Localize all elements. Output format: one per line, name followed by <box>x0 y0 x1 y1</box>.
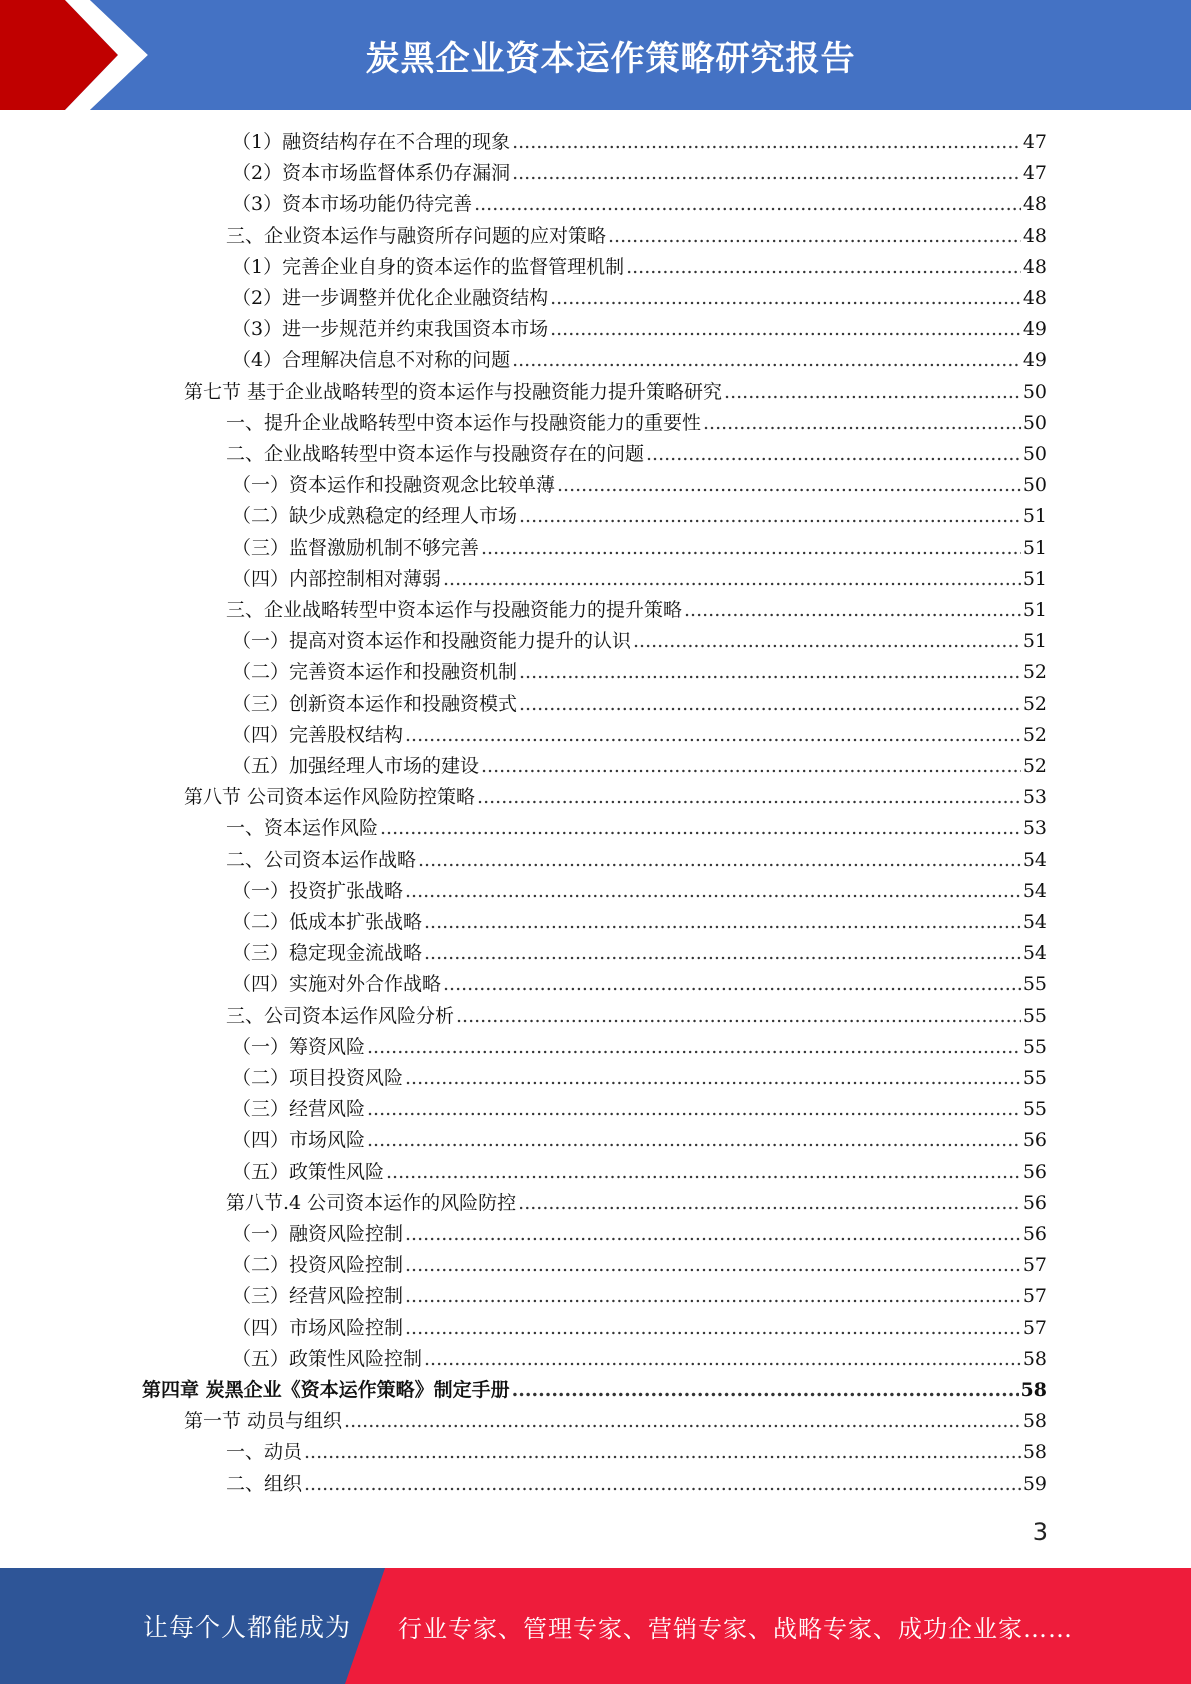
toc-dot-leader <box>477 782 1021 813</box>
toc-dot-leader <box>481 751 1021 782</box>
toc-entry-title: （四）市场风险控制 <box>232 1316 404 1339</box>
toc-entry[interactable] <box>232 1063 1047 1094</box>
toc-dot-leader <box>633 626 1021 657</box>
toc-dot-leader <box>367 1125 1021 1156</box>
toc-dot-leader <box>405 1313 1021 1344</box>
toc-dot-leader <box>724 377 1021 408</box>
toc-entry[interactable] <box>232 907 1047 938</box>
toc-entry-page: 51 <box>1022 505 1047 528</box>
toc-entry-title: 三、企业战略转型中资本运作与投融资能力的提升策略 <box>226 599 683 621</box>
toc-entry[interactable] <box>232 1344 1047 1375</box>
toc-dot-leader <box>367 1032 1021 1063</box>
toc-entry[interactable] <box>184 1406 1047 1437</box>
toc-dot-leader <box>481 533 1021 564</box>
toc-entry-title: （五）加强经理人市场的建设 <box>232 755 480 777</box>
toc-entry-page: 57 <box>1022 1254 1047 1277</box>
toc-dot-leader <box>684 595 1021 626</box>
toc-entry-title: （四）完善股权结构 <box>232 723 404 746</box>
toc-entry-title: （五）政策性风险控制 <box>232 1347 423 1370</box>
toc-dot-leader <box>518 1188 1021 1219</box>
toc-entry-title: （四）内部控制相对薄弱 <box>232 567 442 590</box>
toc-entry[interactable] <box>232 1125 1047 1156</box>
toc-dot-leader <box>424 907 1021 938</box>
toc-dot-leader <box>646 439 1021 470</box>
toc-entry[interactable] <box>226 813 1047 844</box>
toc-entry-page: 53 <box>1022 786 1047 809</box>
toc-entry-title: 二、组织 <box>226 1472 303 1495</box>
toc-entry[interactable] <box>232 1281 1047 1312</box>
toc-dot-leader <box>474 189 1021 220</box>
toc-entry-title: （二）缺少成熟稳定的经理人市场 <box>232 505 518 528</box>
toc-dot-leader <box>405 720 1021 751</box>
toc-entry[interactable] <box>232 1032 1047 1063</box>
toc-entry[interactable] <box>226 439 1047 470</box>
toc-dot-leader <box>519 657 1021 688</box>
toc-entry-title: （四）市场风险 <box>232 1129 366 1152</box>
toc-entry[interactable] <box>226 1188 1047 1219</box>
toc-entry-page: 50 <box>1022 443 1047 465</box>
toc-entry[interactable] <box>226 221 1047 252</box>
toc-entry[interactable] <box>232 533 1047 564</box>
toc-dot-leader <box>405 1281 1021 1312</box>
toc-entry-page: 48 <box>1022 193 1047 216</box>
toc-entry[interactable] <box>232 1313 1047 1344</box>
toc-entry[interactable] <box>232 252 1047 283</box>
toc-entry-title: 一、提升企业战略转型中资本运作与投融资能力的重要性 <box>226 411 702 434</box>
toc-entry[interactable] <box>232 345 1047 376</box>
toc-entry[interactable] <box>184 782 1047 813</box>
page-number: 3 <box>1032 1518 1048 1546</box>
toc-dot-leader <box>443 969 1021 1000</box>
toc-dot-leader <box>608 221 1021 252</box>
toc-entry-page: 51 <box>1022 630 1047 653</box>
toc-entry-page: 54 <box>1022 911 1047 933</box>
toc-dot-leader <box>550 283 1021 314</box>
toc-dot-leader <box>512 158 1021 189</box>
toc-entry-page: 55 <box>1022 1004 1047 1027</box>
toc-entry-page: 55 <box>1022 1098 1047 1121</box>
toc-entry[interactable] <box>232 657 1047 688</box>
toc-entry-title: 一、动员 <box>226 1441 303 1464</box>
toc-entry-page: 54 <box>1022 848 1047 871</box>
toc-entry-page: 49 <box>1022 349 1047 372</box>
toc-entry-title: （2）进一步调整并优化企业融资结构 <box>232 287 549 309</box>
toc-dot-leader <box>512 127 1021 158</box>
toc-entry-page: 47 <box>1022 162 1047 185</box>
toc-entry-page: 54 <box>1022 942 1047 965</box>
toc-entry-title: 三、公司资本运作风险分析 <box>226 1004 455 1027</box>
toc-entry[interactable] <box>232 127 1047 158</box>
toc-dot-leader <box>304 1469 1021 1500</box>
toc-entry-page: 49 <box>1022 318 1047 341</box>
toc-entry[interactable] <box>232 626 1047 657</box>
toc-entry-title: 第四章 炭黑企业《资本运作策略》制定手册 <box>142 1379 510 1401</box>
toc-entry[interactable] <box>232 876 1047 907</box>
toc-entry[interactable] <box>232 564 1047 595</box>
page-footer <box>0 1568 1191 1684</box>
toc-dot-leader <box>405 1219 1021 1250</box>
toc-dot-leader <box>405 876 1021 907</box>
toc-entry-page: 56 <box>1022 1129 1047 1152</box>
toc-dot-leader <box>519 501 1021 532</box>
toc-entry-page: 48 <box>1022 287 1047 309</box>
toc-entry[interactable] <box>232 1219 1047 1250</box>
toc-entry-page: 57 <box>1022 1316 1047 1339</box>
toc-entry[interactable] <box>226 1001 1047 1032</box>
toc-entry-title: （一）资本运作和投融资观念比较单薄 <box>232 474 556 497</box>
footer-slogan-left: 让每个人都能成为 <box>143 1613 352 1642</box>
toc-dot-leader <box>424 938 1021 969</box>
toc-entry-page: 48 <box>1022 255 1047 278</box>
toc-entry-title: （1）融资结构存在不合理的现象 <box>232 131 511 153</box>
toc-entry-page: 56 <box>1022 1223 1047 1245</box>
footer-slogan-right: 行业专家、管理专家、营销专家、战略专家、成功企业家…… <box>398 1614 1073 1643</box>
toc-entry-title: （五）政策性风险 <box>232 1160 385 1183</box>
toc-dot-leader <box>519 689 1021 720</box>
toc-entry[interactable] <box>232 189 1047 220</box>
toc-entry[interactable] <box>232 751 1047 782</box>
toc-entry[interactable] <box>232 501 1047 532</box>
toc-entry-page: 58 <box>1022 1347 1047 1370</box>
toc-entry[interactable] <box>232 1094 1047 1125</box>
toc-entry-title: （一）提高对资本运作和投融资能力提升的认识 <box>232 630 632 653</box>
toc-entry[interactable] <box>232 1250 1047 1281</box>
toc-dot-leader <box>456 1001 1021 1032</box>
toc-entry-title: 第一节 动员与组织 <box>184 1410 343 1433</box>
toc-entry-title: （三）经营风险控制 <box>232 1285 404 1308</box>
toc-entry-page: 47 <box>1022 131 1047 153</box>
toc-entry-title: （二）完善资本运作和投融资机制 <box>232 661 518 684</box>
toc-entry-page: 58 <box>1022 1410 1047 1433</box>
toc-entry-page: 51 <box>1022 536 1047 559</box>
toc-entry-title: 二、公司资本运作战略 <box>226 848 417 871</box>
toc-entry-page: 54 <box>1022 879 1047 902</box>
toc-dot-leader <box>380 813 1021 844</box>
toc-dot-leader <box>550 314 1021 345</box>
toc-entry-page: 55 <box>1022 1035 1047 1058</box>
toc-entry-page: 51 <box>1022 567 1047 590</box>
toc-dot-leader <box>557 470 1021 501</box>
toc-entry-page: 48 <box>1022 224 1047 247</box>
toc-entry[interactable] <box>226 595 1047 626</box>
toc-dot-leader <box>512 345 1021 376</box>
toc-entry-page: 52 <box>1022 661 1047 684</box>
toc-dot-leader <box>703 408 1021 439</box>
toc-dot-leader <box>304 1437 1021 1468</box>
toc-entry-page: 56 <box>1022 1191 1047 1214</box>
toc-entry[interactable] <box>232 689 1047 720</box>
toc-entry-title: （1）完善企业自身的资本运作的监督管理机制 <box>232 255 625 278</box>
toc-entry-page: 52 <box>1022 723 1047 746</box>
toc-dot-leader <box>344 1406 1021 1437</box>
toc-dot-leader <box>443 564 1021 595</box>
toc-entry-title: （三）创新资本运作和投融资模式 <box>232 692 518 715</box>
toc-entry-page: 58 <box>1020 1379 1047 1401</box>
toc-dot-leader <box>418 845 1021 876</box>
toc-entry-title: 第七节 基于企业战略转型的资本运作与投融资能力提升策略研究 <box>184 380 723 403</box>
toc-entry-title: （三）监督激励机制不够完善 <box>232 536 480 559</box>
toc-entry-page: 58 <box>1022 1441 1047 1464</box>
toc-entry-title: （2）资本市场监督体系仍存漏洞 <box>232 162 511 185</box>
toc-dot-leader <box>424 1344 1021 1375</box>
toc-entry[interactable] <box>142 1375 1047 1406</box>
toc-entry-page: 50 <box>1022 380 1047 403</box>
toc-entry-page: 55 <box>1022 973 1047 996</box>
toc-dot-leader <box>367 1094 1021 1125</box>
toc-entry[interactable] <box>232 470 1047 501</box>
toc-dot-leader <box>626 252 1021 283</box>
toc-entry-title: 一、资本运作风险 <box>226 817 379 840</box>
toc-entry-page: 59 <box>1022 1472 1047 1495</box>
toc-entry-title: 第八节.4 公司资本运作的风险防控 <box>226 1191 517 1214</box>
toc-entry-title: （二）低成本扩张战略 <box>232 911 423 933</box>
toc-entry[interactable] <box>232 938 1047 969</box>
header-title: 炭黑企业资本运作策略研究报告 <box>365 38 856 79</box>
toc-dot-leader <box>512 1375 1019 1406</box>
toc-entry-page: 50 <box>1022 474 1047 497</box>
toc-entry[interactable] <box>226 1469 1047 1500</box>
toc-entry-page: 57 <box>1022 1285 1047 1308</box>
toc-entry-title: 二、企业战略转型中资本运作与投融资存在的问题 <box>226 443 645 465</box>
toc-entry-title: （三）稳定现金流战略 <box>232 942 423 965</box>
toc-entry-page: 52 <box>1022 755 1047 777</box>
toc-entry-page: 55 <box>1022 1067 1047 1089</box>
toc-entry-title: （二）投资风险控制 <box>232 1254 404 1277</box>
toc-entry-title: （四）实施对外合作战略 <box>232 973 442 996</box>
toc-entry[interactable] <box>226 1437 1047 1468</box>
toc-entry-title: （一）投资扩张战略 <box>232 879 404 902</box>
toc-entry[interactable] <box>226 408 1047 439</box>
toc-entry[interactable] <box>232 283 1047 314</box>
toc-entry-title: 三、企业资本运作与融资所存问题的应对策略 <box>226 224 607 247</box>
toc-entry-page: 56 <box>1022 1160 1047 1183</box>
toc-dot-leader <box>386 1157 1021 1188</box>
toc-entry[interactable] <box>232 314 1047 345</box>
toc-entry-page: 50 <box>1022 411 1047 434</box>
toc-entry-title: （二）项目投资风险 <box>232 1067 404 1089</box>
page-header <box>0 0 1191 110</box>
toc-entry[interactable] <box>232 158 1047 189</box>
toc-entry[interactable] <box>226 845 1047 876</box>
toc-entry[interactable] <box>184 377 1047 408</box>
toc-entry-title: （3）资本市场功能仍待完善 <box>232 193 473 216</box>
toc-entry[interactable] <box>232 720 1047 751</box>
toc-entry[interactable] <box>232 1157 1047 1188</box>
toc-entry-title: （三）经营风险 <box>232 1098 366 1121</box>
toc-entry-title: （3）进一步规范并约束我国资本市场 <box>232 318 549 341</box>
toc-entry-title: （4）合理解决信息不对称的问题 <box>232 349 511 372</box>
toc-entry[interactable] <box>232 969 1047 1000</box>
toc-entry-title: （一）融资风险控制 <box>232 1223 404 1245</box>
toc-dot-leader <box>405 1250 1021 1281</box>
toc-entry-page: 51 <box>1022 599 1047 621</box>
toc-entry-title: （一）筹资风险 <box>232 1035 366 1058</box>
toc-entry-page: 52 <box>1022 692 1047 715</box>
toc-entry-page: 53 <box>1022 817 1047 840</box>
toc-dot-leader <box>405 1063 1021 1094</box>
toc-entry-title: 第八节 公司资本运作风险防控策略 <box>184 786 476 809</box>
